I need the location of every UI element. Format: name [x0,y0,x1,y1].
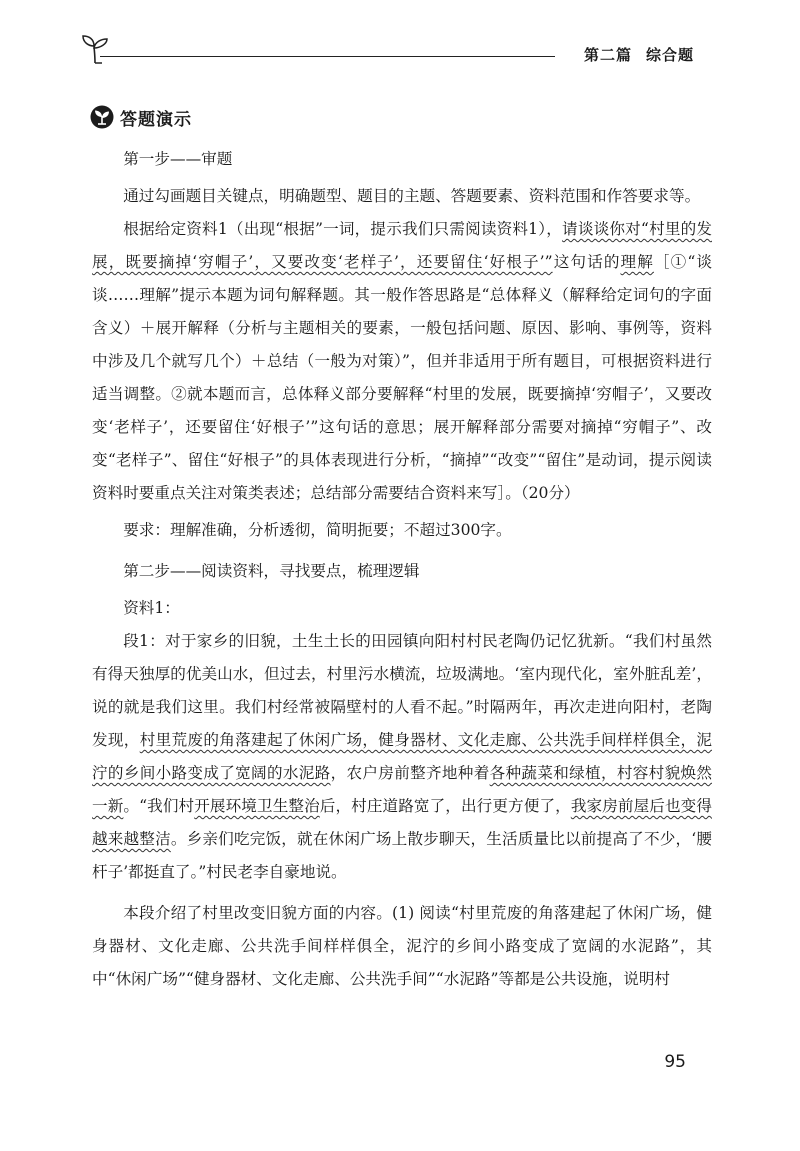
header-chapter: 综合题 [645,46,694,64]
header-part: 第二篇 [583,46,632,64]
paragraph-method: 通过勾画题目关键点，明确题型、题目的主题、答题要素、资料范围和作答要求等。 [123,187,701,205]
section-title: 答题演示 [120,109,192,130]
sprout-icon [82,34,108,64]
question-explanation: ［①“谈谈……理解”提示本题为词句解释题。其一般作答思路是“总体释义（解释给定词句的字面含义）＋展开解释（分析与主题相关的要素，一般包括问题、原因、影响、事例等，资料中涉及几个就写几个）＋总结（一般为对策）”，但并非适用于所有题目，可根据资料进行适当调整。②就本题而言，总体释义部分要解释“村里的发展，既要摘掉‘穷帽子’，又要改变‘老样子’，还要留住‘好根子’”这句话的意思；展开解释部分需要对摘掉“穷帽子”、改变“老样子”、留住“好根子”的具体表现进行分析，“摘掉”“改变”“留住”是动词，提示阅读资料时要重点关注对策类表述；总结部分需要结合资料来写］。（20分） [92,253,712,502]
section-heading [90,104,192,130]
question-text: 这句话的 [552,253,621,271]
material-paragraph-1 [92,625,712,889]
material-text-e: 。乡亲们吃完饭，就在休闲广场上散步聊天，生活质量比以前提高了不少，‘腰杆子’都挺直了。”村民老李自豪地说。 [92,830,712,881]
material-text-c: 。“我们村 [123,797,195,815]
paragraph-question [92,213,712,510]
step2-heading: 第二步——阅读资料，寻找要点，梳理逻辑 [123,562,420,580]
material-highlight-4: 我家房前屋后也变得越来越整洁 [92,797,712,848]
question-keyword: 理解 [620,253,654,271]
header-title [584,44,694,65]
material-text-b: ，农户房前整齐地种着 [330,764,490,782]
page-number: 95 [664,1052,686,1072]
material-label: 资料1： [123,599,180,617]
question-key-phrase: 请谈谈你对“村里的发展，既要摘掉‘穷帽子’，又要改变‘老样子’，还要留住‘好根子’” [92,220,712,271]
material-highlight-3: 开展环境卫生整治 [194,797,320,815]
running-header [82,34,694,74]
step1-heading: 第一步——审题 [123,150,233,168]
material-text-a: 段1：对于家乡的旧貌，土生土长的田园镇向阳村村民老陶仍记忆犹新。“我们村虽然有得天独厚的优美山水，但过去，村里污水横流，垃圾满地。‘室内现代化，室外脏乱差’，说的就是我们这里。我们村经常被隔壁村的人看不起。”时隔两年，再次走进向阳村，老陶发现， [92,632,712,749]
leaf-badge-icon [90,105,114,129]
question-intro: 根据给定资料1（出现“根据”一词，提示我们只需阅读资料1）， [123,220,563,238]
material-text-d: 后，村庄道路宽了，出行更方便了， [319,797,571,815]
material-highlight-2: 各种蔬菜和绿植，村容村貌焕然一新 [92,764,712,815]
header-rule [100,56,555,57]
analysis-paragraph: 本段介绍了村里改变旧貌方面的内容。(1) 阅读“村里荒废的角落建起了休闲广场，健身器材、文化走廊、公共洗手间样样俱全，泥泞的乡间小路变成了宽阔的水泥路”，其中“休闲广场”“健身器材、文化走廊、公共洗手间”“水泥路”等都是公共设施，说明村 [92,904,712,988]
material-highlight-1: 村里荒废的角落建起了休闲广场，健身器材、文化走廊、公共洗手间样样俱全，泥泞的乡间小路变成了宽阔的水泥路 [92,731,712,782]
requirement-text: 要求：理解准确，分析透彻，简明扼要；不超过300字。 [123,521,512,539]
main-content [92,141,712,996]
